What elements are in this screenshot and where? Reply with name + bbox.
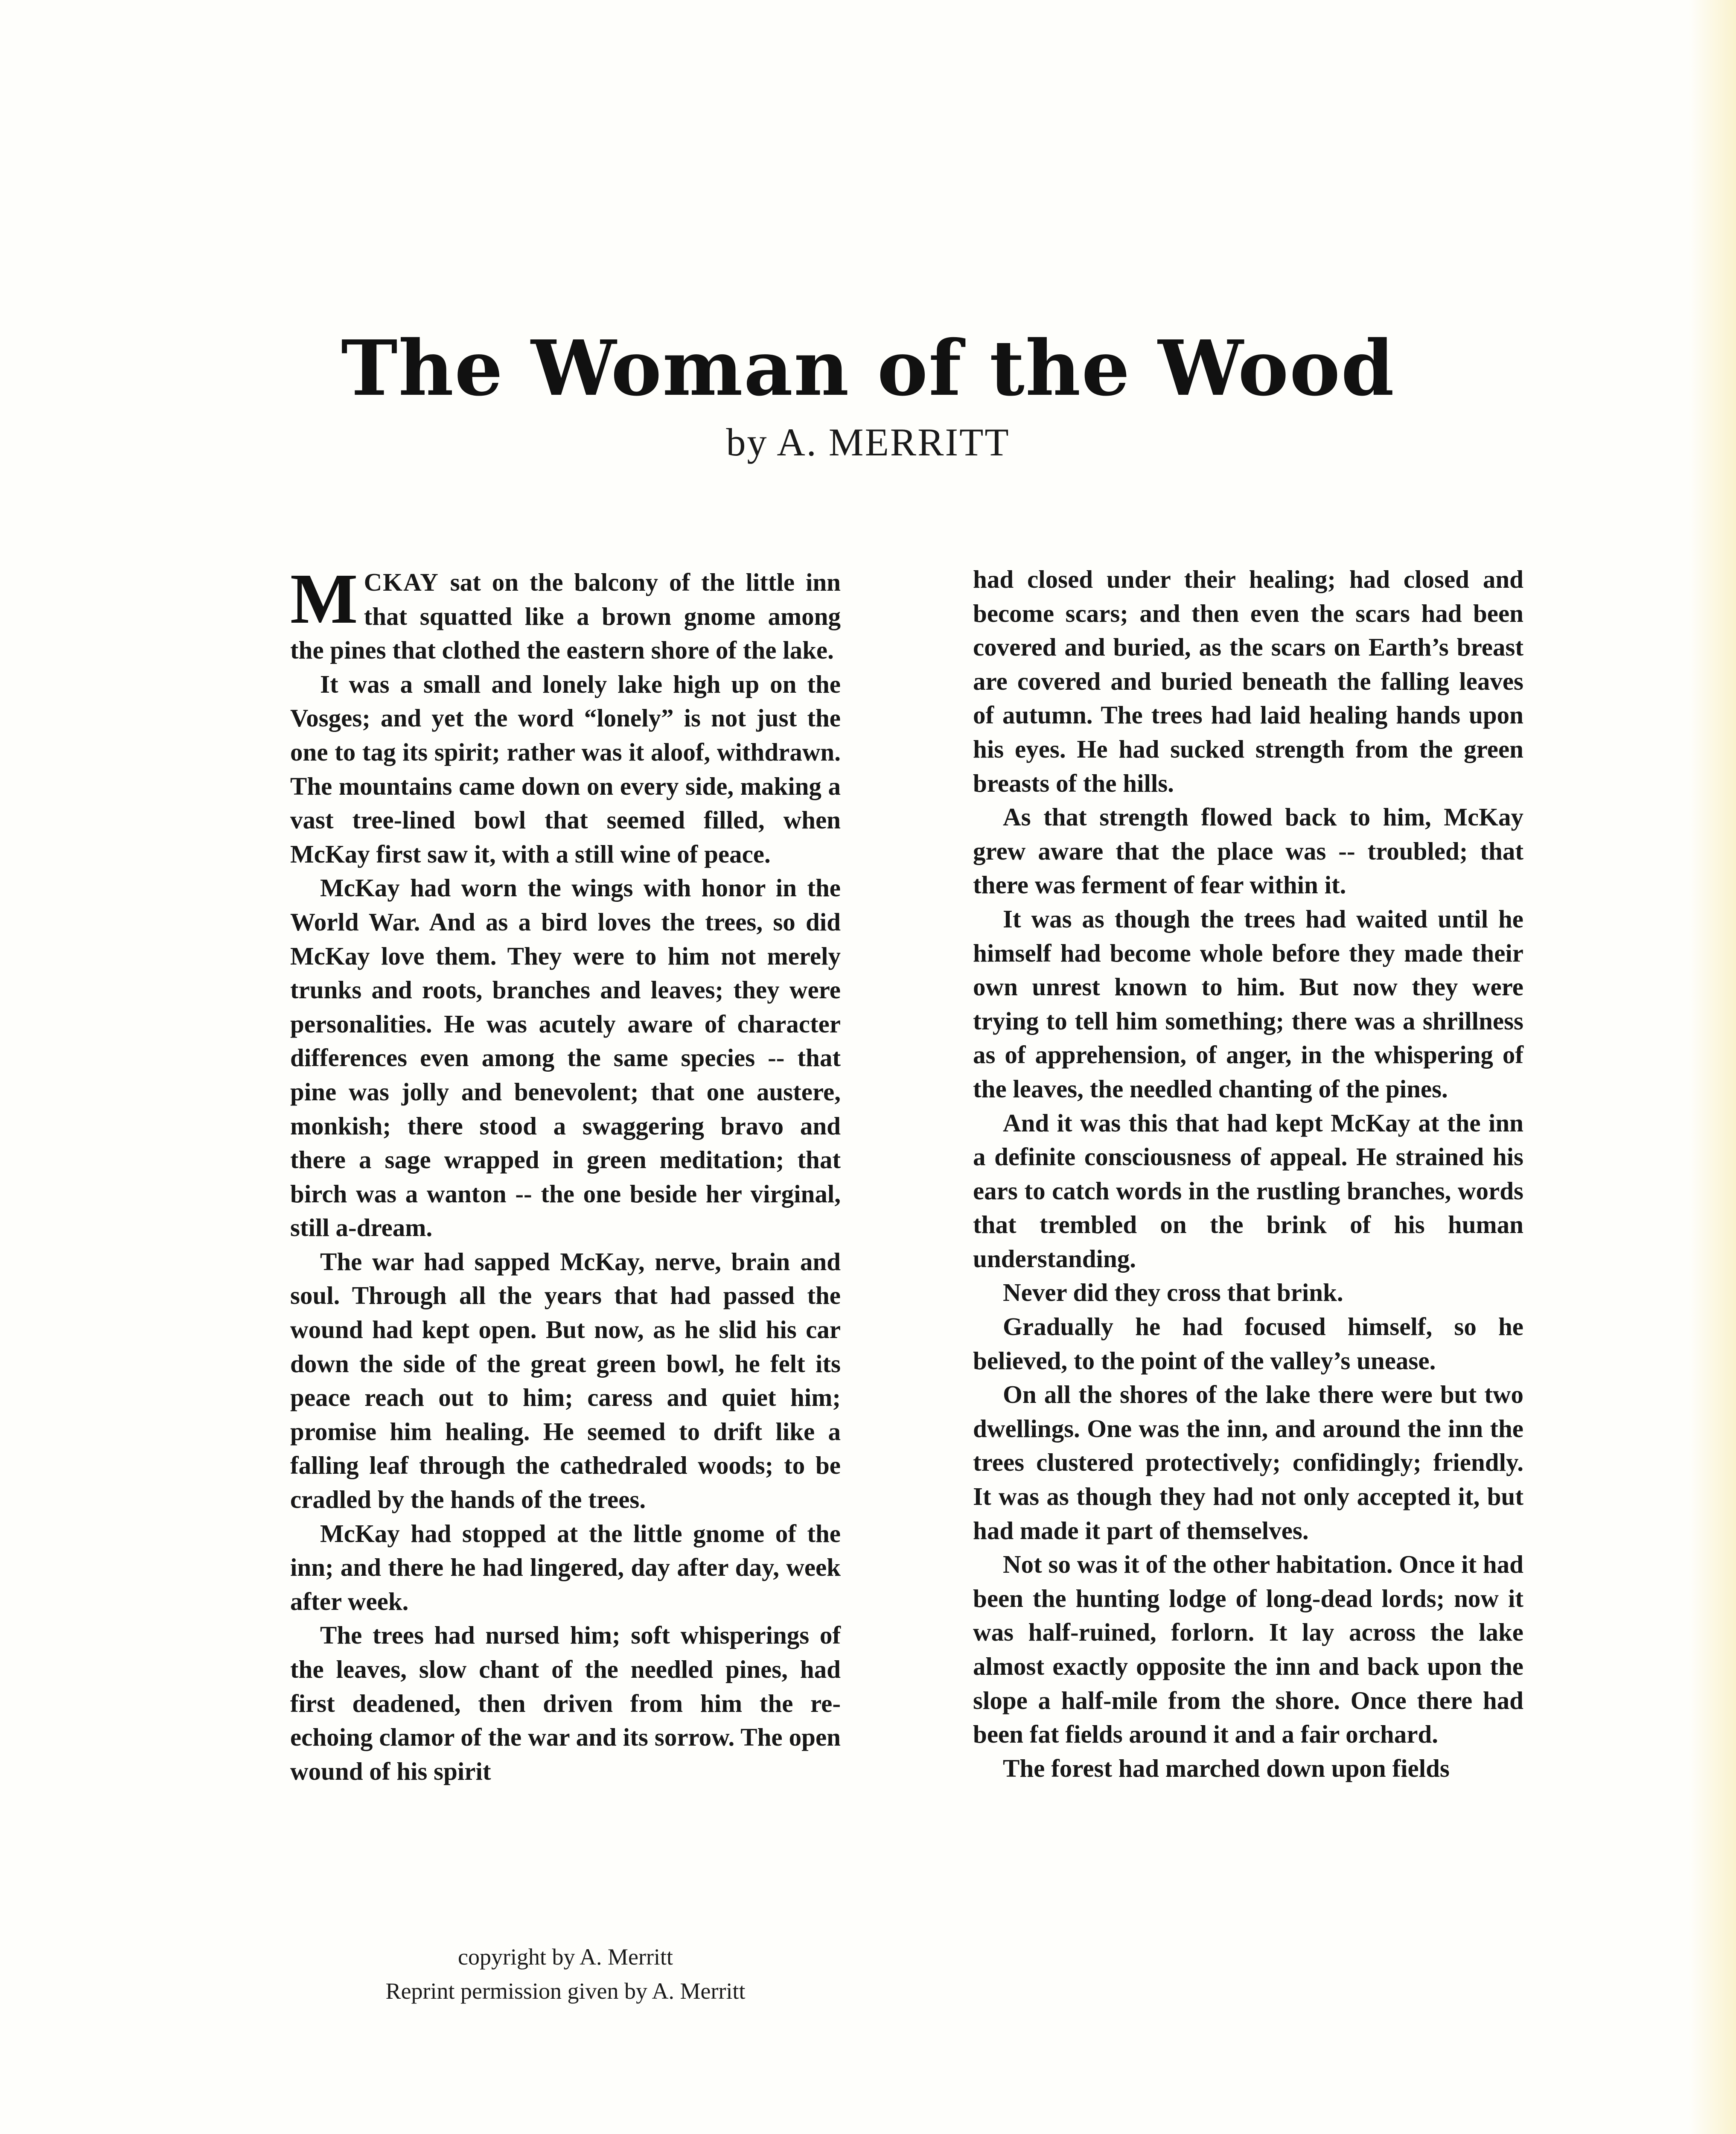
story-title: The Woman of the Wood [341,324,1395,413]
copyright-notice: copyright by A. Merritt [458,1944,673,1970]
paragraph: Gradually he had focused himself, so he believed, to the point of the valley’s unease. [973,1312,1523,1375]
author-byline: by A. MERRITT [726,420,1010,464]
left-text-column [290,559,841,1788]
paragraph: McKay had stopped at the little gnome of the inn; and there he had lingered, day after day, week after week. [290,1519,841,1615]
paragraph: Never did they cross that brink. [1003,1278,1343,1307]
page-edge-tint [1689,0,1736,2134]
paragraph: had closed under their healing; had closed and become scars; and then even the scars had been covered and buried, as the scars on Earth’s breast are covered and buried beneath the falling leaves of autumn. The trees had laid healing hands upon his eyes. He had sucked strength from the green breasts of the hills. [973,565,1523,797]
paragraph: On all the shores of the lake there were but two dwellings. One was the inn, and around the inn the trees clustered protectively; confidingly; friendly. It was as though they had not only accepted it, but had made it part of themselves. [973,1380,1523,1545]
paragraph: The war had sapped McKay, nerve, brain and soul. Through all the years that had passed the wound had kept open. But now, as he slid his car down the side of the great green bowl, he felt its peace reach out to him; caress and quiet him; promise him healing. He seemed to drift like a falling leaf through the cathedraled woods; to be cradled by the hands of the trees. [290,1247,841,1514]
paragraph: The trees had nursed him; soft whisperings of the leaves, slow chant of the needled pines, had first deadened, then driven from him the re-echoing clamor of the war and its sorrow. The open wound of his spirit [290,1621,841,1785]
paragraph: The forest had marched down upon fields [1003,1754,1450,1782]
paragraph: It was a small and lonely lake high up on the Vosges; and yet the word “lonely” is not just the one to tag its spirit; rather was it aloof, withdrawn. The mountains came down on every side, making a vast tree-lined bowl that seemed filled, when McKay first saw it, with a still wine of peace. [290,670,841,868]
opening-word: CKAY [364,568,439,596]
paragraph-text: sat on the balcony of the little inn that squatted like a brown gnome among the pines that clothed the eastern shore of the lake. [290,568,841,665]
right-text-column [973,563,1523,1785]
paragraph: And it was this that had kept McKay at the inn a definite consciousness of appeal. He strained his ears to catch words in the rustling branches, words that trembled on the brink of his human understanding. [973,1108,1523,1273]
paragraph [290,559,841,668]
paragraph: Not so was it of the other habitation. Once it had been the hunting lodge of long-dead lords; now it was half-ruined, forlorn. It lay across the lake almost exactly opposite the inn and back upon the slope a half-mile from the shore. Once there had been fat fields around it and a fair orchard. [973,1550,1523,1749]
drop-cap: M [290,559,358,638]
paragraph: It was as though the trees had waited until he himself had become whole before they made their own unrest known to him. But now they were trying to tell him something; there was a shrillness as of apprehension, of anger, in the whispering of the leaves, the needled chanting of the pines. [973,904,1523,1103]
paragraph: McKay had worn the wings with honor in the World War. And as a bird loves the trees, so did McKay love them. They were to him not merely trunks and roots, branches and leaves; they were personalities. He was acutely aware of character differences even among the same species -- that pine was jolly and benevolent; that one austere, monkish; there stood a swaggering bravo and there a sage wrapped in green meditation; that birch was a wanton -- the one beside her virginal, still a-dream. [290,874,841,1242]
paragraph: As that strength flowed back to him, McKay grew aware that the place was -- troubled; that there was ferment of fear within it. [973,803,1523,899]
reprint-notice: Reprint permission given by A. Merritt [385,1978,746,2004]
